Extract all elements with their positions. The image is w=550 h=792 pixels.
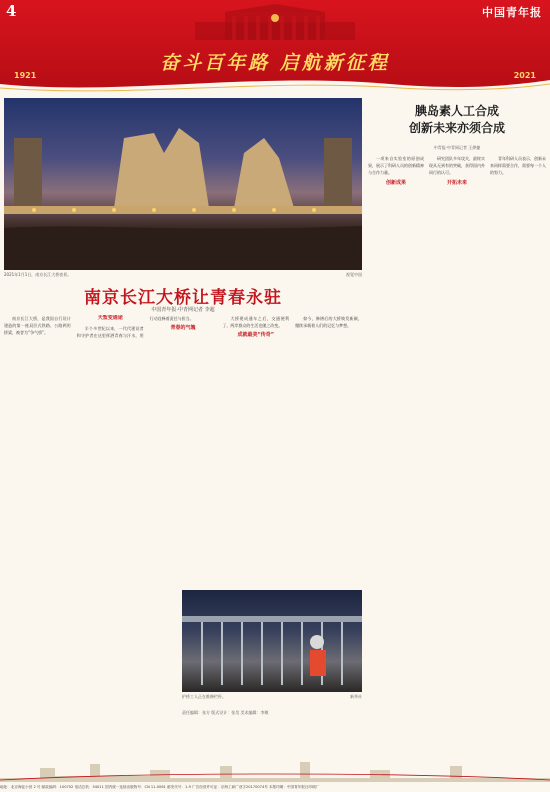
year-2021: 2021	[513, 71, 536, 80]
header-wave	[0, 74, 550, 94]
page-number: 4	[6, 2, 17, 20]
subhead: 青春的气魄	[170, 325, 196, 332]
page-footer: 地址：北京海淀小营 2 号 邮政编码：100702 电话总机：54011 国内统一连续出版物号：CN 11-0061 邮发代号：1-9 广告经营许可证：京海工商广登字20170074号 本报印刷：中国青年报社印刷厂	[0, 782, 550, 792]
subhead: 开拓未来	[446, 179, 467, 186]
railing-photo-illustration	[182, 590, 362, 692]
editor-credits: 责任编辑：张方 版式设计：张昊 美术编辑：李敏	[182, 710, 269, 715]
main-headline: 南京长江大桥让青春永驻	[84, 288, 282, 308]
paper-logo: 中国青年报	[482, 6, 542, 19]
subhead: 创新成果	[385, 179, 406, 186]
great-hall-illustration	[160, 4, 390, 42]
side-paragraph: 青年科研人员表示，创新未来同样需要合作，需要每一个人的努力。	[490, 156, 546, 176]
side-story-body	[368, 155, 546, 567]
side-byline: 中青报·中青网记者 王烨捷	[433, 145, 481, 150]
side-headline-line1: 腆岛素人工合成	[414, 104, 499, 118]
small-photo-credit: 新华社	[350, 694, 362, 699]
bridge-photo	[4, 98, 362, 270]
main-paragraph: 半个多世纪以来，一代代建设者和守护者在这里挥洒青春与汗水，用行动诠释着责任与担当。	[76, 316, 194, 339]
page-header	[0, 0, 550, 94]
railing-photo	[182, 590, 362, 692]
subhead: 成就最美“传奇”	[237, 332, 275, 339]
main-byline: 中国青年报·中青网记者 李超	[151, 307, 215, 313]
subhead: 天堑变通途	[97, 315, 123, 321]
small-photo-caption-text: 护桥工人正在维修栏杆。	[182, 694, 226, 699]
bridge-photo-illustration	[4, 98, 362, 270]
main-paragraph: 如今，修缮后的大桥焕发新颜，继续承载着人们的记忆与梦想。	[295, 316, 362, 329]
year-1921: 1921	[14, 71, 37, 80]
side-paragraph: 研究团队多年攻关，最终实现从无到有的突破，获得国内外同行的认可。	[429, 156, 485, 176]
small-photo-caption	[182, 694, 362, 700]
photo-credit: 视觉中国	[346, 272, 362, 277]
photo-caption	[4, 272, 362, 278]
side-paragraph: 一项来自实验室的原创成果，展示了科研人员的创新精神与合作力量。	[368, 156, 424, 176]
photo-caption-text: 2021年1月1日，南京长江大桥夜景。	[4, 272, 72, 277]
side-headline	[368, 103, 546, 137]
main-paragraph: 南京长江大桥，是我国自行设计建造的第一座双层式铁路、公路两用桥梁，被誉为“争气桥”。	[4, 316, 71, 336]
footer-skyline	[0, 758, 550, 782]
section-title: 奋斗百年路 启航新征程	[160, 52, 390, 74]
main-paragraph: 大桥建成通车之后，交通便利了，两岸群众的生活也随之改变。	[222, 316, 290, 329]
side-headline-line2: 创新未来亦须合成	[408, 121, 505, 135]
